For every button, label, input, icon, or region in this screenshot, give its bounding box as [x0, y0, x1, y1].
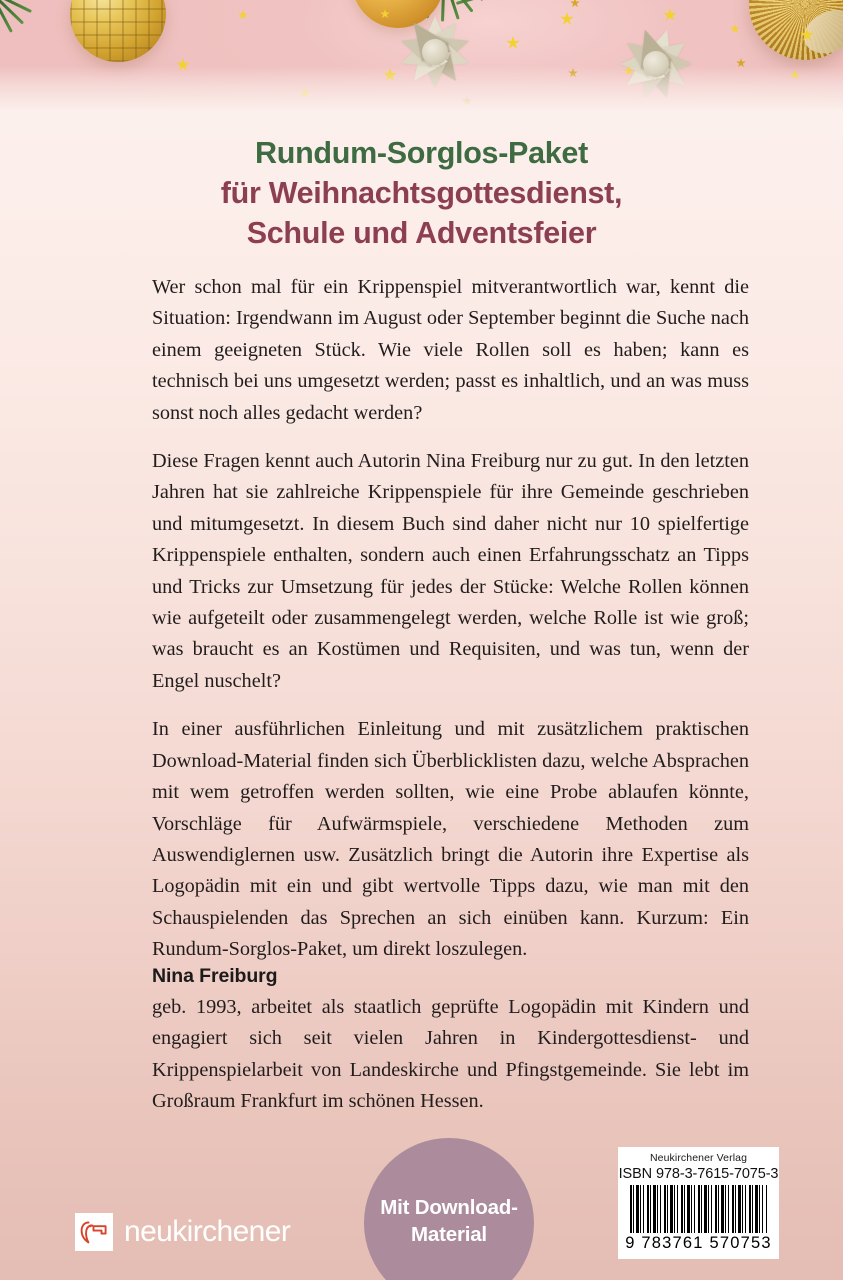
blurb-paragraph: Diese Fragen kennt auch Autorin Nina Freiburg nur zu gut. In den letzten Jahren hat sie zahlreiche Krippenspiele für ihre Gemeinde geschrieben und mitumgesetzt. In diesem Buch sind daher nicht nur 10 spielfertige Krippenspiele enthalten, sondern auch einen Erfahrungsschatz an Tipps und Tricks zur Umsetzung für jedes der Stücke: Welche Rollen können wie aufgeteilt oder zusammengelegt werden, welche Rolle ist wie groß; was braucht es an Kostümen und Requisiten, und was tun, wenn der Engel nuschelt?	[152, 450, 749, 692]
bow-center	[643, 51, 669, 77]
author-name: Nina Freiburg	[152, 965, 278, 987]
headline-line-1: Rundum-Sorglos-Paket	[255, 136, 588, 171]
barcode-digits: 9 783761 570753	[625, 1234, 772, 1252]
blurb-paragraph: In einer ausführlichen Einleitung und mit zusätzlichem praktischen Download-Material finden sich Überblicklisten dazu, welche Absprachen mit wem getroffen werden sollten, wie eine Probe ablaufen könnte, Vorschläge für Aufwärmspiele, verschiedene Methoden zum Auswendiglernen usw. Zusätzlich bringt die Autorin ihre Expertise als Logopädin mit ein und gibt wertvolle Tipps dazu, wie man mit den Schauspielenden das Sprechen an sich einüben kann. Kurzum: Ein Rundum-Sorglos-Paket, um direkt loszulegen.	[152, 718, 749, 961]
publisher-logo	[75, 1213, 290, 1251]
blurb-paragraph: Wer schon mal für ein Krippenspiel mitverantwortlich war, kennt die Situation: Irgendwann im August oder September beginnt die Suche nach einem geeigneten Stück. Wie viele Rollen soll es haben; kann es technisch bei uns umgesetzt werden; passt es inhaltlich, und an was muss sonst noch alles gedacht werden?	[152, 276, 749, 424]
isbn-number: ISBN 978-3-7615-7075-3	[618, 1166, 779, 1182]
banner-fade-overlay	[0, 66, 843, 112]
neukirchener-bird-icon	[75, 1213, 113, 1251]
page-title	[0, 133, 843, 253]
headline-line-2: für Weihnachtsgottesdienst,	[220, 176, 623, 211]
blurb-text	[152, 272, 749, 966]
author-bio-text: geb. 1993, arbeitet als staatlich geprüfte Logopädin mit Kindern und engagiert sich seit vielen Jahren in Kindergottesdienst- und Krippenspielarbeit von Landeskirche und Pfingstgemeinde. Sie lebt im Großraum Frankfurt im schönen Hessen.	[152, 996, 749, 1113]
headline-line-3: Schule und Adventsfeier	[246, 216, 597, 251]
publisher-wordmark: neukirchener	[124, 1215, 291, 1248]
download-material-badge-label: Mit Download-Material	[380, 1196, 518, 1246]
christmas-decor-banner	[0, 0, 843, 112]
download-material-badge	[364, 1138, 534, 1280]
pine-sprig-icon	[0, 0, 80, 70]
author-bio	[152, 962, 749, 1118]
barcode-icon	[630, 1185, 767, 1233]
isbn-barcode-block	[618, 1147, 779, 1259]
isbn-publisher-name: Neukirchener Verlag	[649, 1152, 748, 1164]
bow-center	[422, 39, 448, 65]
